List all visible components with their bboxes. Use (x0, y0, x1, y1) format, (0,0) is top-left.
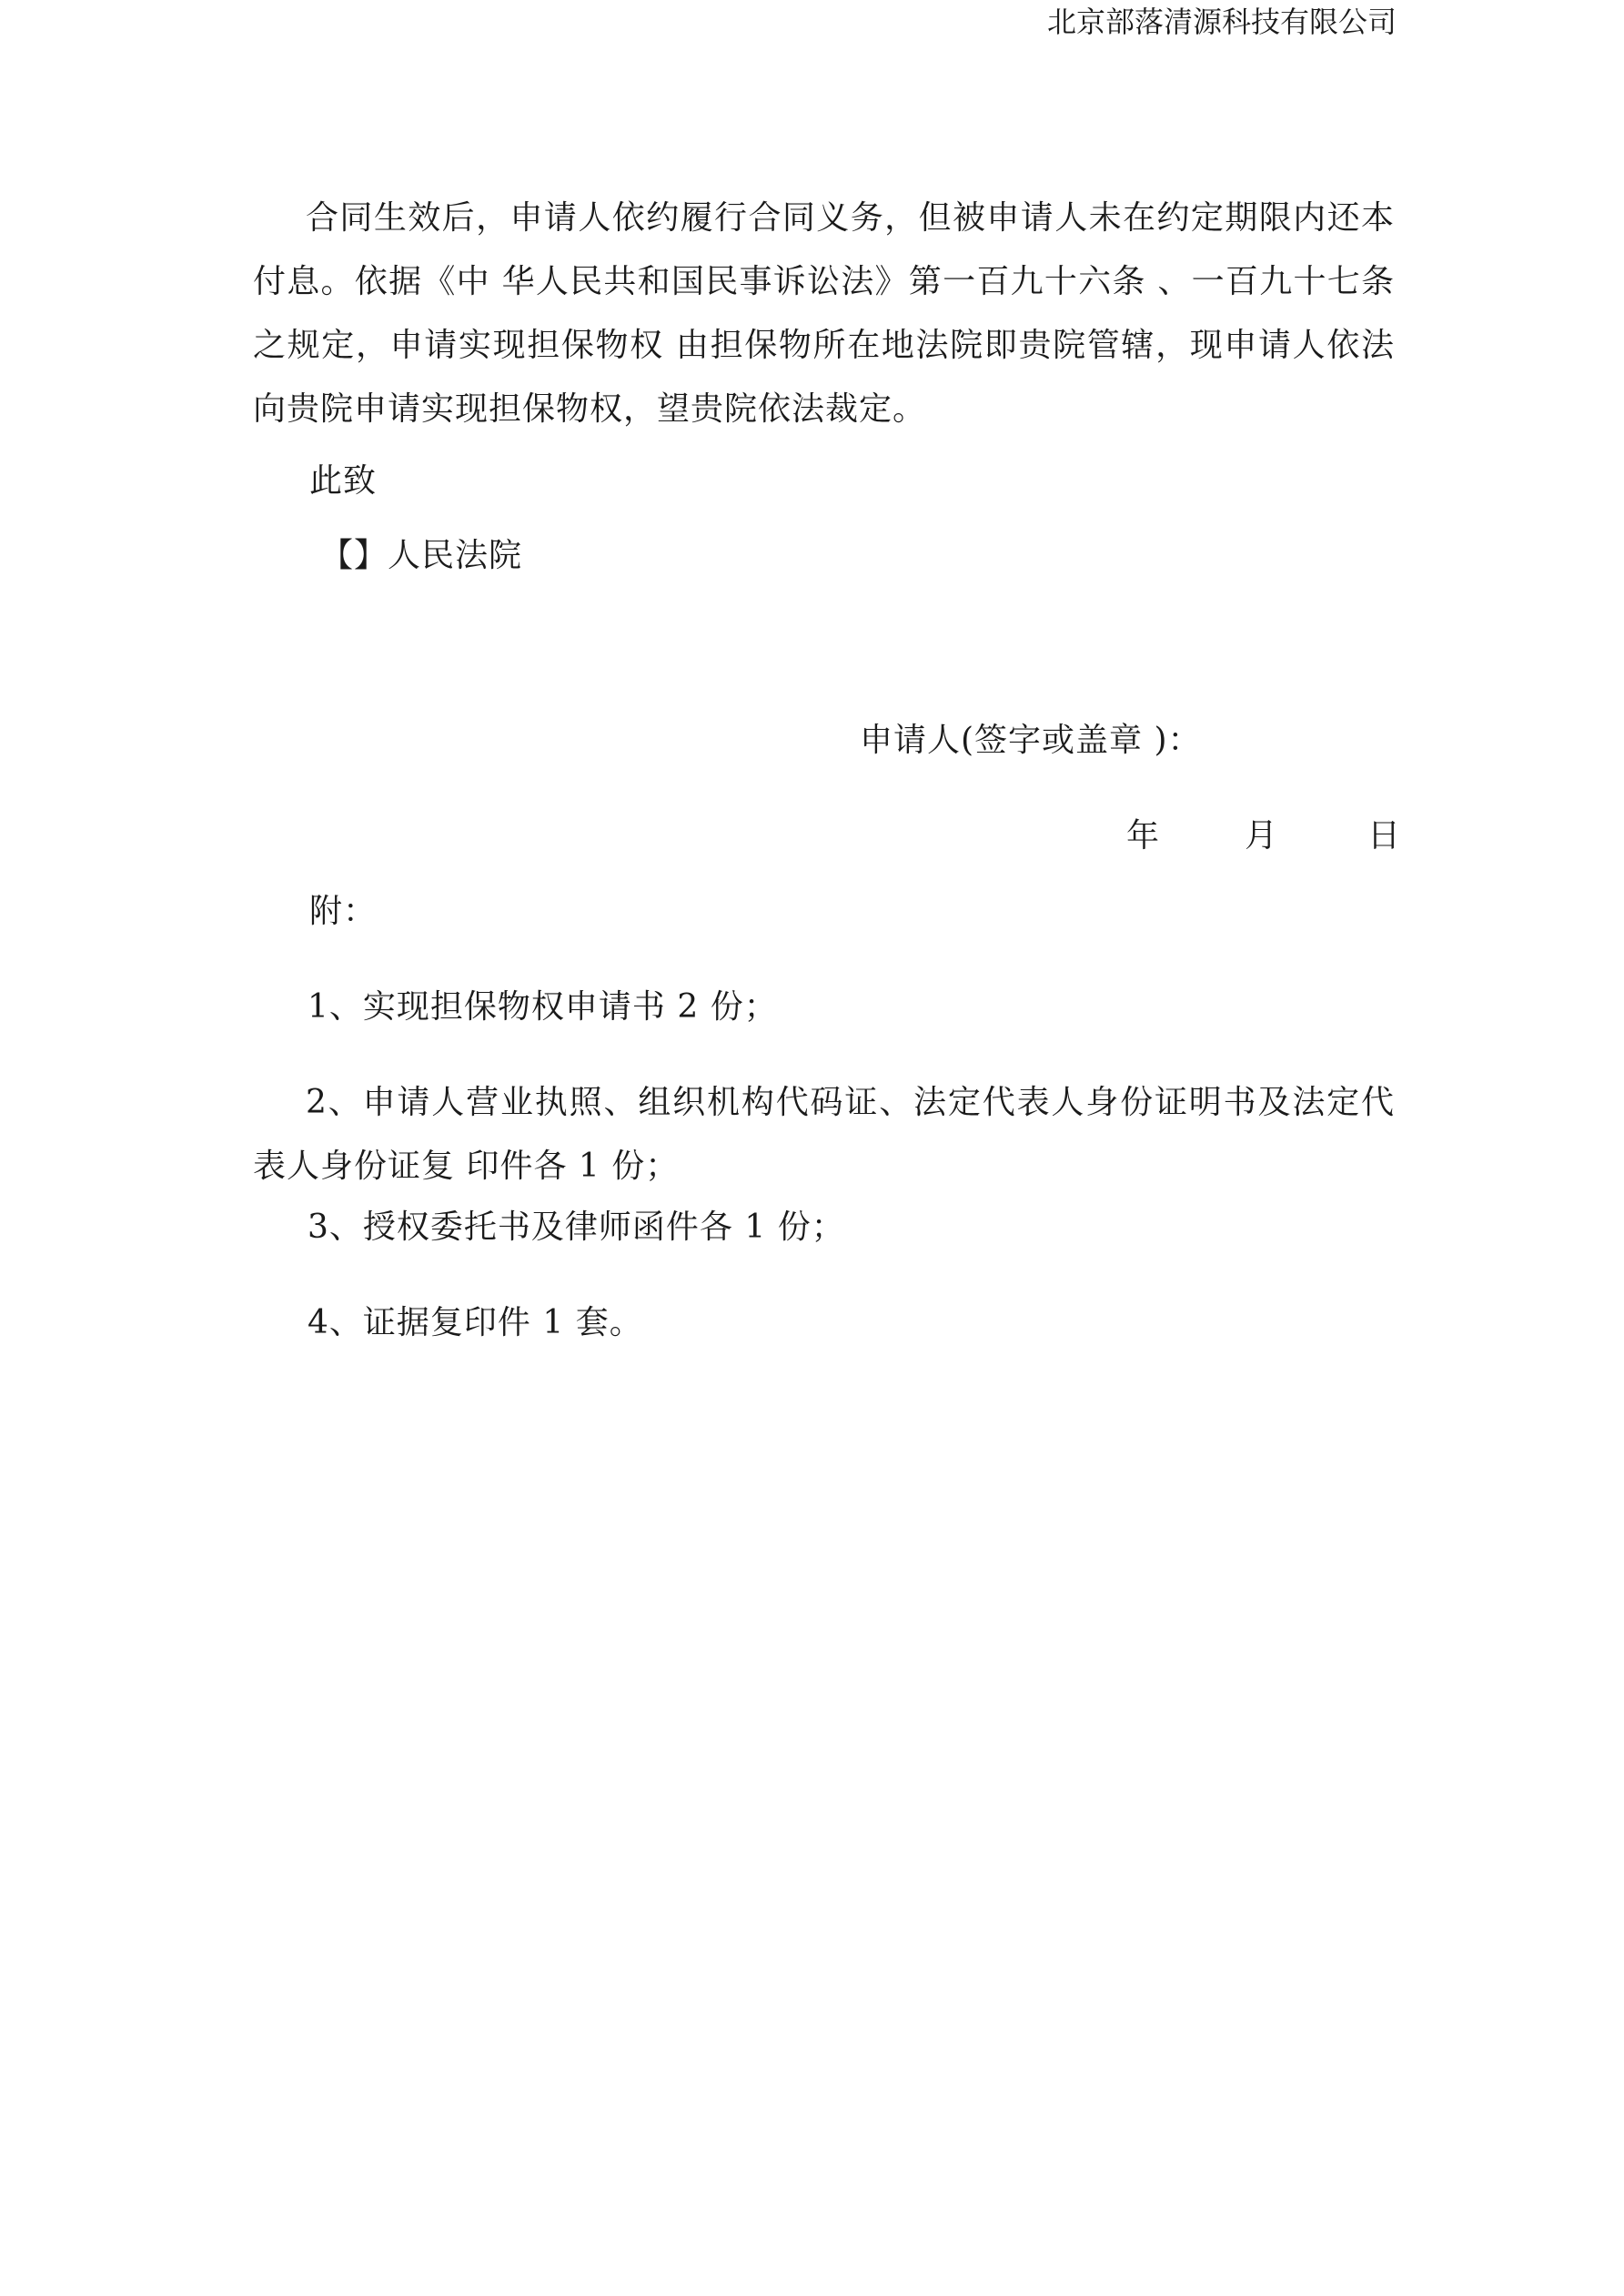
date-month: 月 (1245, 817, 1278, 855)
header-company-name: 北京部落清源科技有限公司 (1046, 5, 1397, 39)
attachment-item-1: 1、实现担保物权申请书 2 份； (308, 988, 778, 1026)
salutation: 此致 (309, 462, 378, 500)
date-day: 日 (1367, 817, 1401, 855)
main-paragraph: 合同生效后，申请人依约履行合同义务，但被申请人未在约定期限内还本付息。依据《中 华人民共和国民事诉讼法》第一百九十六条 、一百九十七条 之规定，申请实现担保物权 由担保物所在地法院即贵院管辖，现申请人依法向贵院申请实现担保物权，望贵院依法裁定。 (253, 199, 1395, 428)
attachment-item-2: 2、申请人营业执照、组织机构代码证、法定代表人身份证明书及法定代表人身份证复 印件各 1 份； (253, 1084, 1395, 1185)
attachments-title: 附： (309, 893, 378, 930)
signature-line: 申请人(签字或盖章 )： (860, 722, 1202, 759)
attachment-item-4: 4、证据复印件 1 套。 (308, 1304, 643, 1341)
date-year: 年 (1126, 817, 1160, 855)
header-divider (246, 47, 1397, 48)
court-addressee: 【】人民法院 (320, 537, 523, 574)
attachment-item-3: 3、授权委托书及律师函件各 1 份； (308, 1209, 845, 1246)
